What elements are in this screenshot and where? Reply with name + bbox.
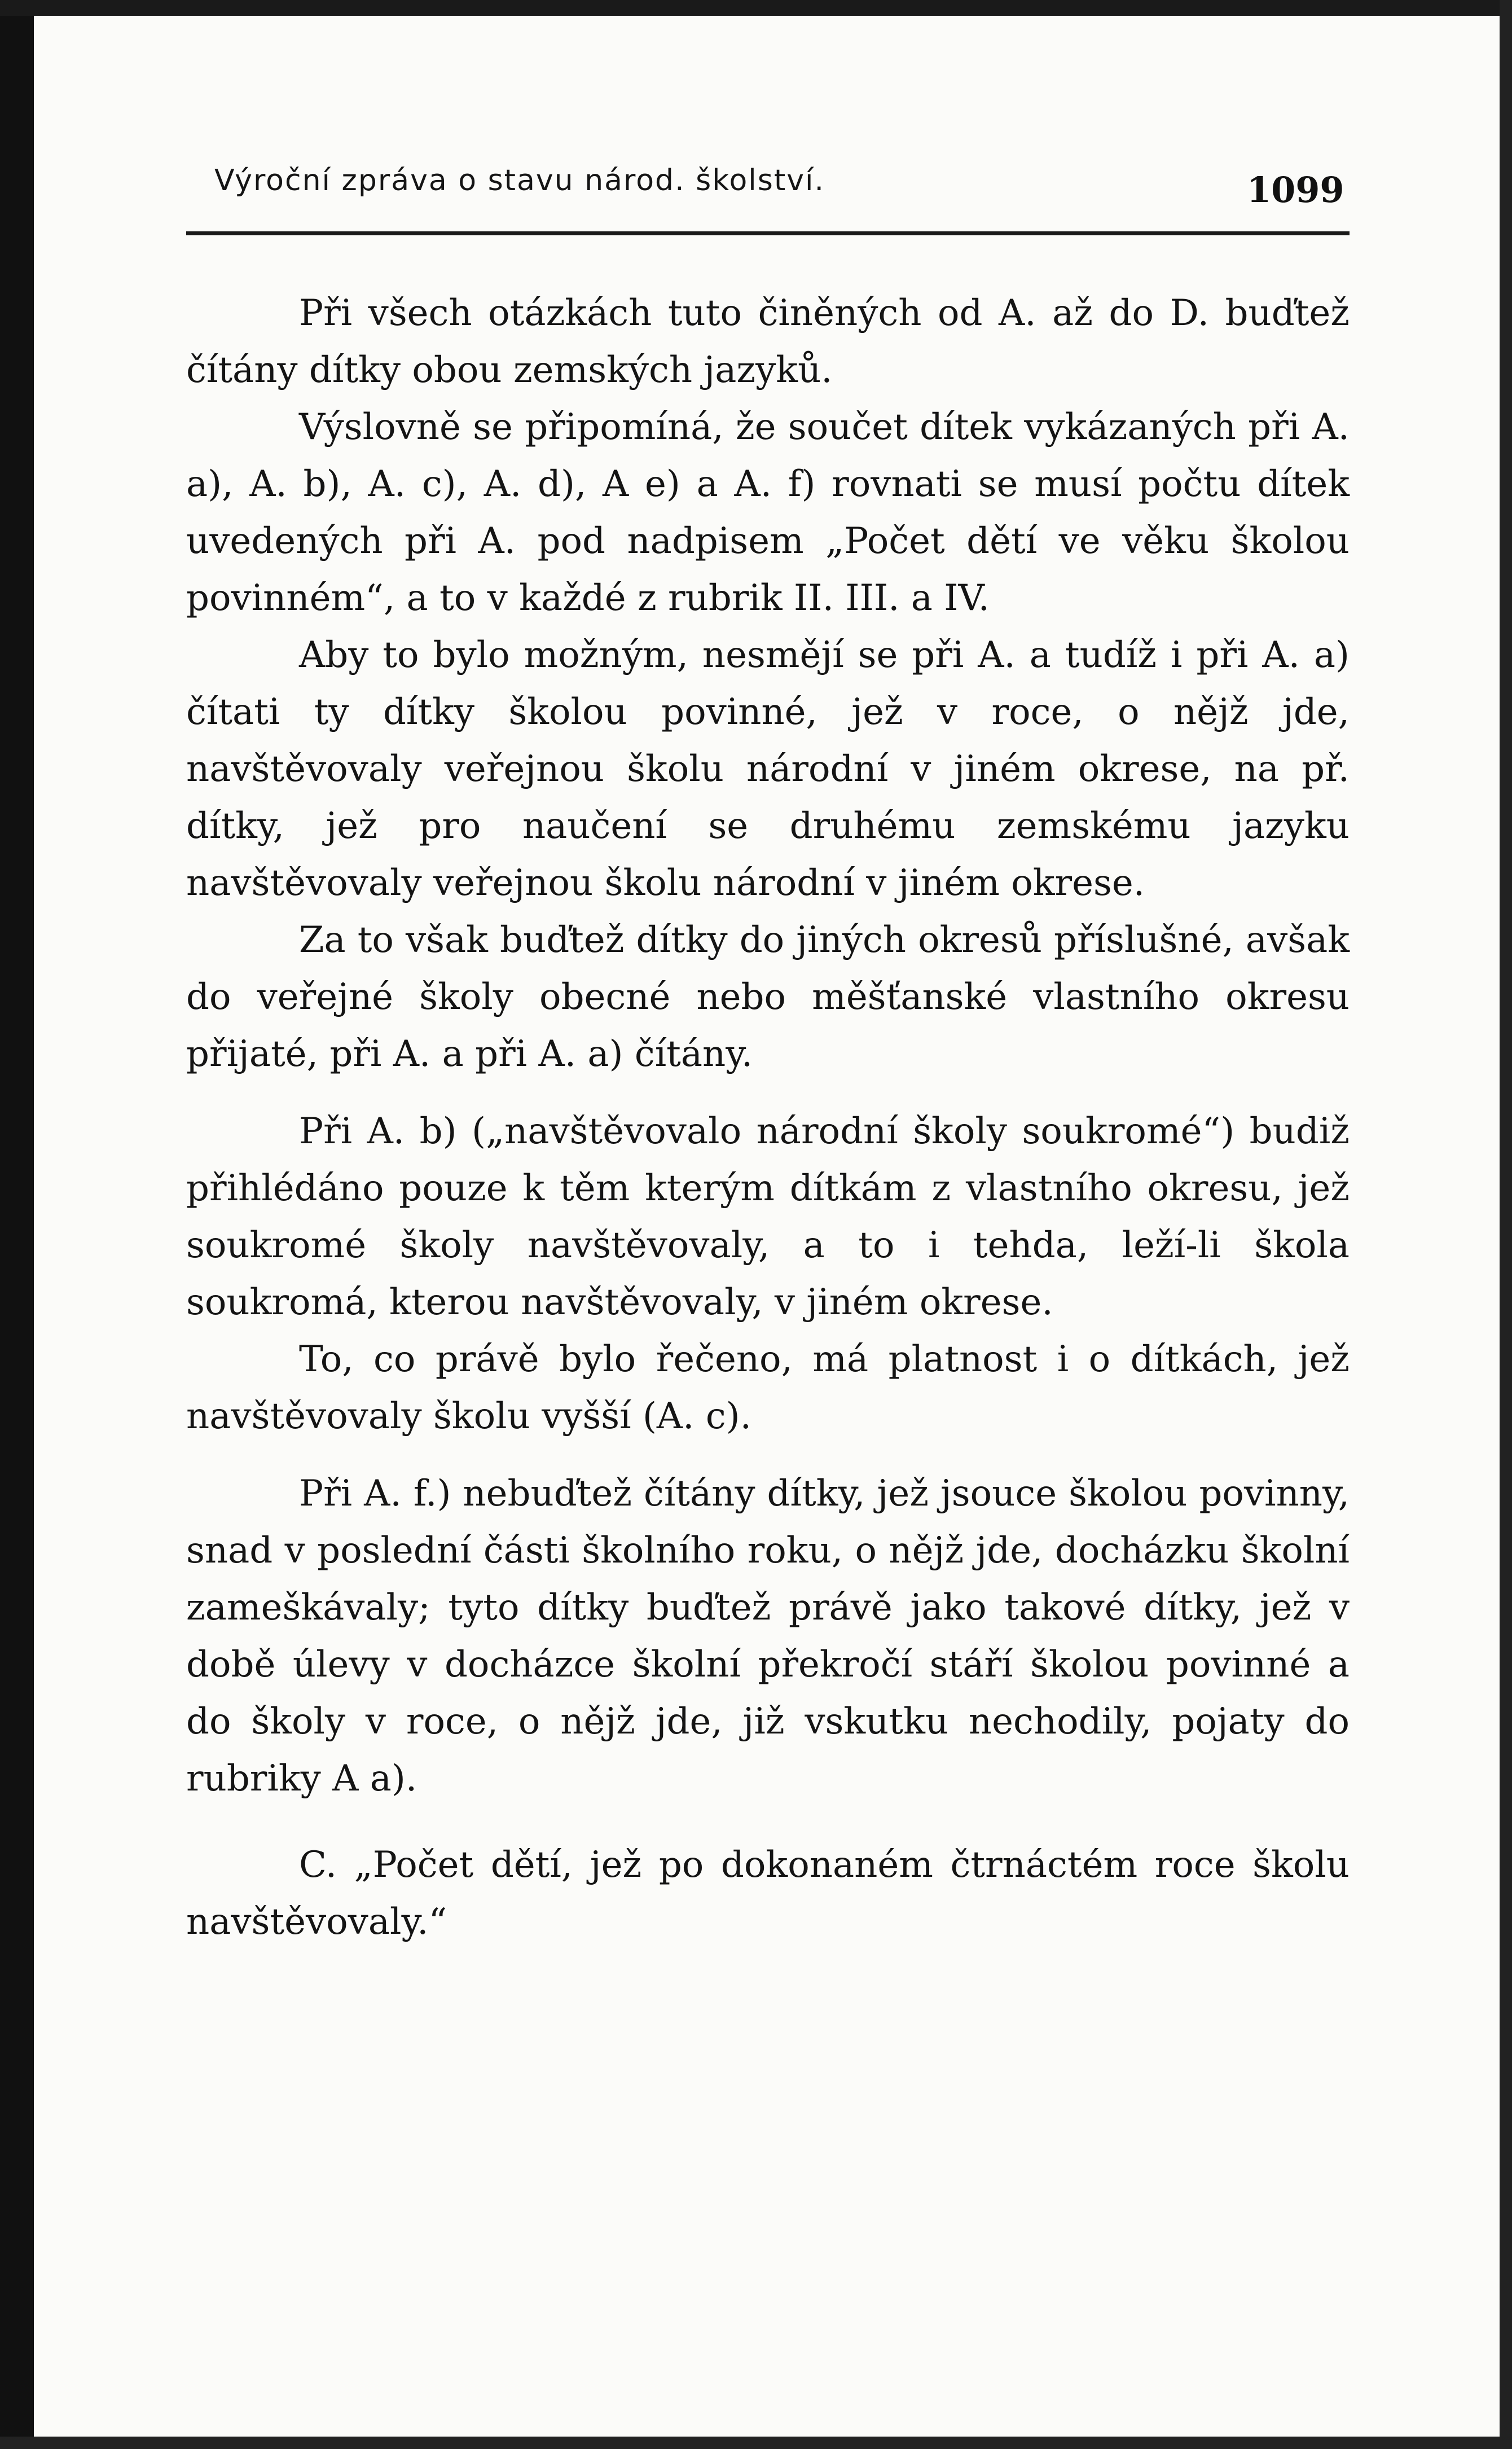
paragraph: Za to však buďtež dítky do jiných okresů příslušné, avšak do veřejné školy obecné nebo měšťanské vlastního okresu přijaté, při A. a při A. a) čítány.	[186, 919, 1350, 1075]
scan-edge-top	[0, 0, 1512, 16]
running-title: Výroční zpráva o stavu národ. školství.	[214, 164, 825, 198]
paragraph: To, co právě bylo řečeno, má platnost i o dítkách, jež navštěvovaly školu vyšší (A. c).	[186, 1338, 1350, 1437]
scan-edge-bottom	[0, 2437, 1512, 2449]
body-text	[186, 285, 1350, 1951]
paragraph: Při všech otázkách tuto činěných od A. až do D. buďtež čítány dítky obou zemských jazyků.	[186, 292, 1350, 391]
paragraph: Výslovně se připomíná, že součet dítek vykázaných při A. a), A. b), A. c), A. d), A e) a A. f) rovnati se musí počtu dítek uvedených při A. pod nadpisem „Počet dětí ve věku školou povinném“, a to v každé z rubrik II. III. a IV.	[186, 406, 1350, 619]
header-rule	[186, 231, 1350, 235]
paragraph: Při A. f.) nebuďtež čítány dítky, jež jsouce školou povinny, snad v poslední části školního roku, o nějž jde, docházku školní zameškávaly; tyto dítky buďtež právě jako takové dítky, jež v době úlevy v docházce školní překročí stáří školou povinné a do školy v roce, o nějž jde, již vskutku nechodily, pojaty do rubriky A a).	[186, 1473, 1350, 1800]
paragraph: C. „Počet dětí, jež po dokonaném čtrnáctém roce školu navštěvovaly.“	[186, 1844, 1350, 1943]
paragraph: Aby to bylo možným, nesmějí se při A. a tudíž i při A. a) čítati ty dítky školou povinné, jež v roce, o nějž jde, navštěvovaly veřejnou školu národní v jiném okrese, na př. dítky, jež pro naučení se druhému zemskému jazyku navštěvovaly veřejnou školu národní v jiném okrese.	[186, 634, 1350, 904]
scan-edge-right	[1500, 0, 1512, 2449]
scan-edge-left	[0, 0, 34, 2449]
paragraph: Při A. b) („navštěvovalo národní školy soukromé“) budiž přihlédáno pouze k těm kterým dítkám z vlastního okresu, jež soukromé školy navštěvovaly, a to i tehda, leží-li škola soukromá, kterou navštěvovaly, v jiném okrese.	[186, 1111, 1350, 1323]
page-number: 1099	[1247, 169, 1344, 210]
